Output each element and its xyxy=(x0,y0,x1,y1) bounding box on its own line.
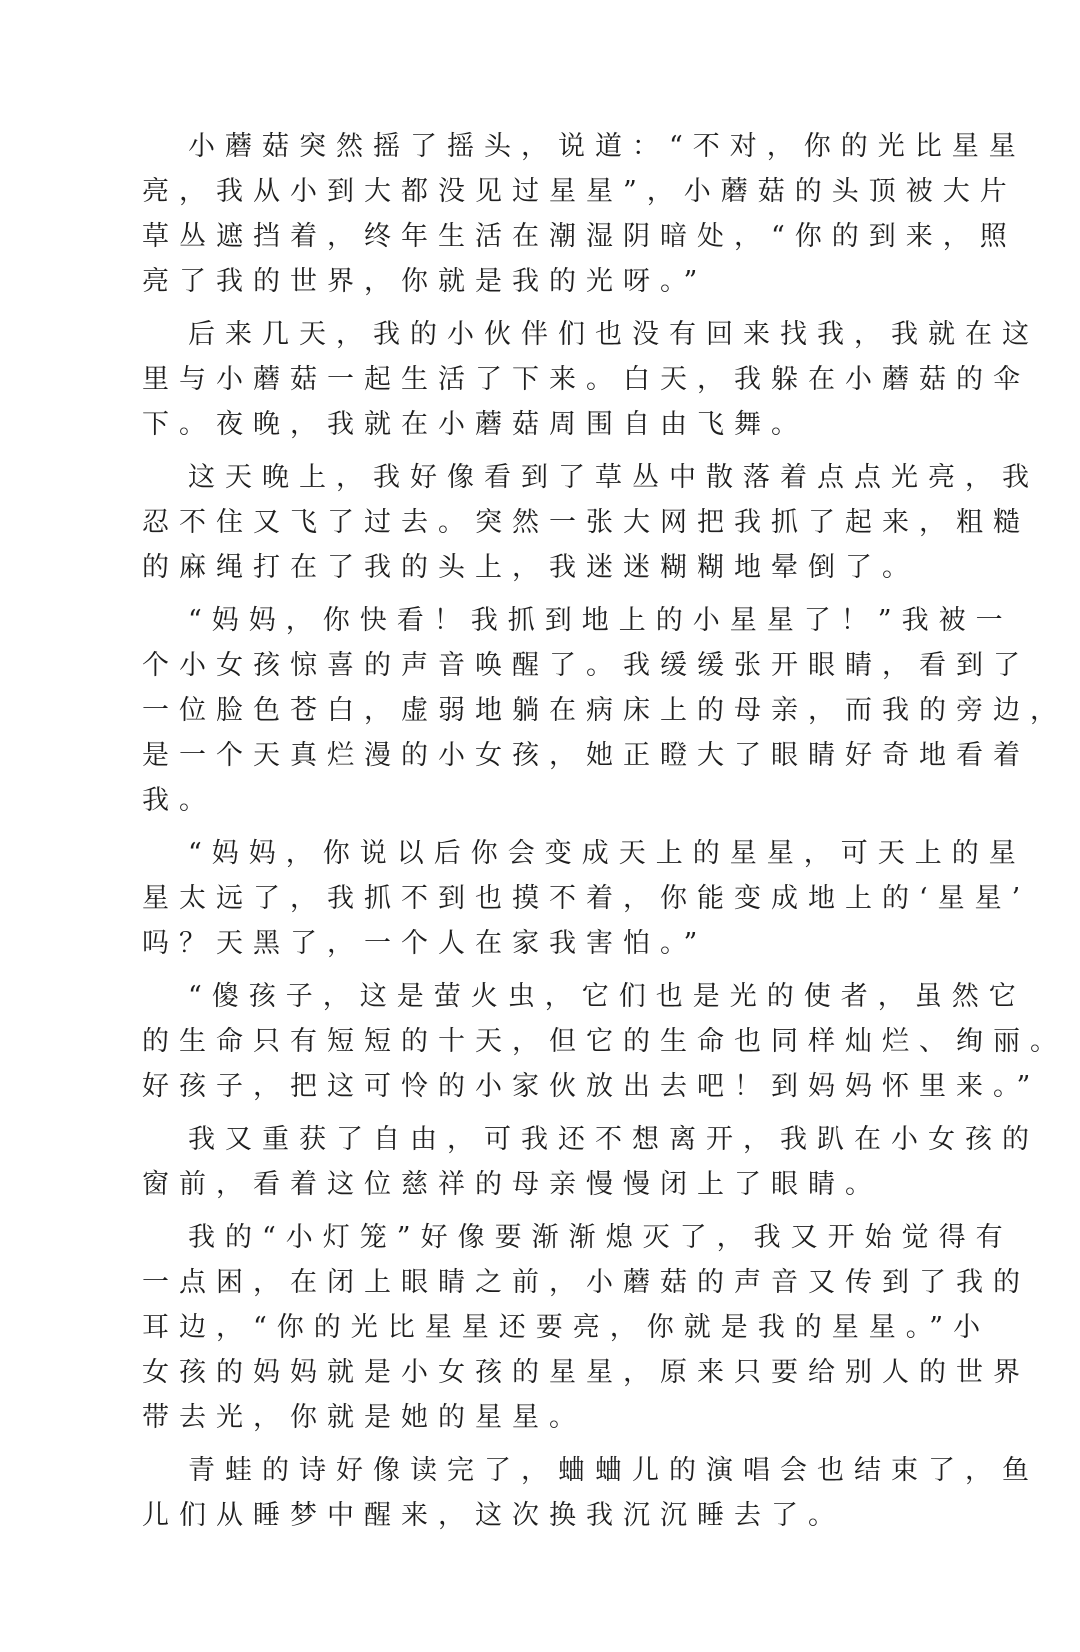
text-line: 草丛遮挡着，终年生活在潮湿阴暗处，“你的到来，照 xyxy=(142,221,1017,252)
text-line: 女孩的妈妈就是小女孩的星星，原来只要给别人的世界 xyxy=(142,1357,1030,1388)
paragraph-3 xyxy=(142,455,1039,590)
text-line: 的麻绳打在了我的头上，我迷迷糊糊地晕倒了。 xyxy=(142,552,919,583)
text-line: 一点困，在闭上眼睛之前，小蘑菇的声音又传到了我的 xyxy=(142,1267,1030,1298)
text-line: 忍不住又飞了过去。突然一张大网把我抓了起来，粗糙 xyxy=(142,507,1030,538)
text-line: “妈妈，你说以后你会变成天上的星星，可天上的星 xyxy=(188,838,1026,869)
text-line: 我的“小灯笼”好像要渐渐熄灭了，我又开始觉得有 xyxy=(188,1222,1013,1253)
text-line: 耳边，“你的光比星星还要亮，你就是我的星星。”小 xyxy=(142,1312,991,1343)
text-line: “妈妈，你快看！我抓到地上的小星星了！”我被一 xyxy=(188,605,1013,636)
paragraph-2 xyxy=(142,312,1039,447)
paragraph-8 xyxy=(142,1215,1030,1440)
text-line: 窗前，看着这位慈祥的母亲慢慢闭上了眼睛。 xyxy=(142,1169,882,1200)
text-line: 是一个天真烂漫的小女孩，她正瞪大了眼睛好奇地看着 xyxy=(142,740,1030,771)
text-line: 的生命只有短短的十天，但它的生命也同样灿烂、绚丽。 xyxy=(142,1026,1067,1057)
paragraph-5 xyxy=(142,831,1031,966)
text-line: 我又重获了自由，可我还不想离开，我趴在小女孩的 xyxy=(188,1124,1039,1155)
text-line: 亮了我的世界，你就是我的光呀。” xyxy=(142,266,708,297)
text-line: 好孩子，把这可怜的小家伙放出去吧！到妈妈怀里来。” xyxy=(142,1071,1041,1102)
text-line: 我。 xyxy=(142,785,216,816)
text-line: 带去光，你就是她的星星。 xyxy=(142,1402,586,1433)
text-line: 星太远了，我抓不到也摸不着，你能变成地上的‘星星’ xyxy=(142,883,1031,914)
text-line: 个小女孩惊喜的声音唤醒了。我缓缓张开眼睛，看到了 xyxy=(142,650,1030,681)
paragraph-6 xyxy=(142,974,1067,1109)
paragraph-9 xyxy=(142,1448,1039,1538)
text-line: 吗？天黑了，一个人在家我害怕。” xyxy=(142,928,708,959)
text-line: 小蘑菇突然摇了摇头，说道：“不对，你的光比星星 xyxy=(188,131,1026,162)
text-line: 下。夜晚，我就在小蘑菇周围自由飞舞。 xyxy=(142,409,808,440)
text-line: 里与小蘑菇一起生活了下来。白天，我躲在小蘑菇的伞 xyxy=(142,364,1030,395)
text-line: 儿们从睡梦中醒来，这次换我沉沉睡去了。 xyxy=(142,1500,845,1531)
text-line: 后来几天，我的小伙伴们也没有回来找我，我就在这 xyxy=(188,319,1039,350)
paragraph-1 xyxy=(142,124,1026,304)
text-line: 一位脸色苍白，虚弱地躺在病床上的母亲，而我的旁边， xyxy=(142,695,1067,726)
paragraph-7 xyxy=(142,1117,1039,1207)
text-line: 亮，我从小到大都没见过星星”，小蘑菇的头顶被大片 xyxy=(142,176,1017,207)
text-line: 青蛙的诗好像读完了，蛐蛐儿的演唱会也结束了，鱼 xyxy=(188,1455,1039,1486)
text-line: 这天晚上，我好像看到了草丛中散落着点点光亮，我 xyxy=(188,462,1039,493)
text-line: “傻孩子，这是萤火虫，它们也是光的使者，虽然它 xyxy=(188,981,1026,1012)
document-page xyxy=(142,124,1067,1546)
paragraph-4 xyxy=(142,598,1067,823)
